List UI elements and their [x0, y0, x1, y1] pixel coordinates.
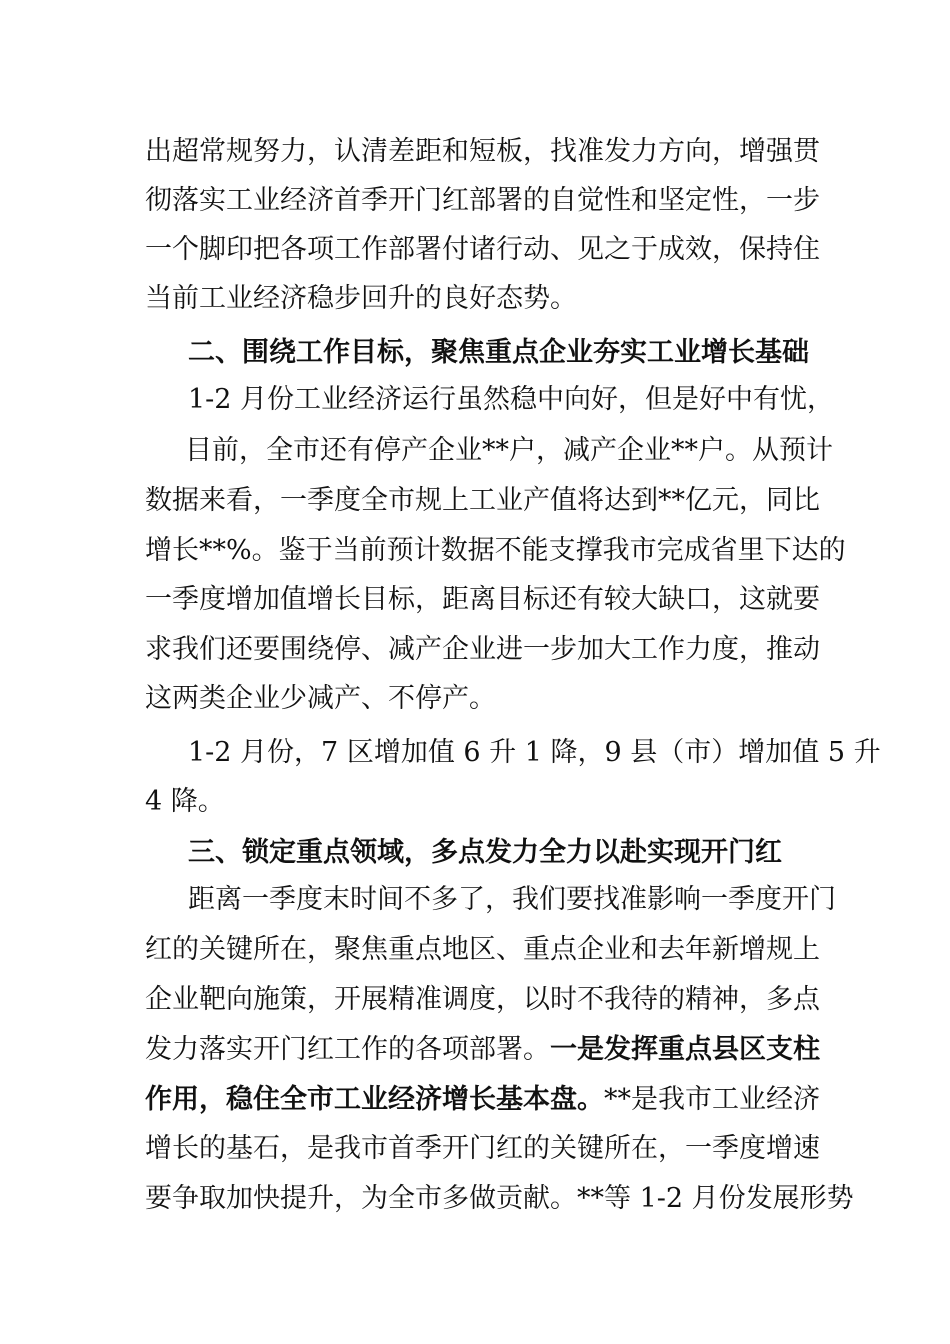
paragraph-line: 目前，全市还有停产企业**户，减产企业**户。从预计 [185, 435, 833, 466]
paragraph-line [145, 1080, 820, 1120]
paragraph-line: 增长**%。鉴于当前预计数据不能支撑我市完成省里下达的 [145, 535, 846, 566]
paragraph-line: 出超常规努力，认清差距和短板，找准发力方向，增强贯 [145, 136, 820, 167]
paragraph-line: 当前工业经济稳步回升的良好态势。 [145, 283, 577, 314]
paragraph-text: **是我市工业经济 [604, 1084, 820, 1115]
paragraph-line: 距离一季度末时间不多了，我们要找准影响一季度开门 [188, 884, 836, 915]
paragraph-line: 要争取加快提升，为全市多做贡献。**等 1-2 月份发展形势 [145, 1183, 854, 1214]
paragraph-line: 数据来看，一季度全市规上工业产值将达到**亿元，同比 [145, 485, 820, 516]
paragraph-line: 一季度增加值增长目标，距离目标还有较大缺口，这就要 [145, 584, 820, 615]
paragraph-line: 增长的基石，是我市首季开门红的关键所在，一季度增速 [145, 1133, 820, 1164]
paragraph-line: 企业靶向施策，开展精准调度，以时不我待的精神，多点 [145, 984, 820, 1015]
paragraph-line: 4 降。 [145, 786, 225, 817]
bold-key-point: 作用，稳住全市工业经济增长基本盘。 [145, 1084, 604, 1115]
paragraph-line: 红的关键所在，聚焦重点地区、重点企业和去年新增规上 [145, 934, 820, 965]
paragraph-line: 一个脚印把各项工作部署付诸行动、见之于成效，保持住 [145, 234, 820, 265]
paragraph-line: 1-2 月份工业经济运行虽然稳中向好，但是好中有忧， [188, 384, 835, 415]
paragraph-text: 发力落实开门红工作的各项部署。 [145, 1034, 550, 1065]
bold-key-point: 一是发挥重点县区支柱 [550, 1034, 820, 1065]
section-heading-2: 二、围绕工作目标，聚焦重点企业夯实工业增长基础 [188, 337, 809, 368]
paragraph-line: 这两类企业少减产、不停产。 [145, 683, 496, 714]
paragraph-line: 彻落实工业经济首季开门红部署的自觉性和坚定性，一步 [145, 185, 820, 216]
paragraph-line: 1-2 月份，7 区增加值 6 升 1 降，9 县（市）增加值 5 升 [188, 737, 881, 768]
paragraph-line [145, 1030, 820, 1070]
paragraph-line: 求我们还要围绕停、减产企业进一步加大工作力度，推动 [145, 634, 820, 665]
section-heading-3: 三、锁定重点领域，多点发力全力以赴实现开门红 [188, 837, 782, 868]
